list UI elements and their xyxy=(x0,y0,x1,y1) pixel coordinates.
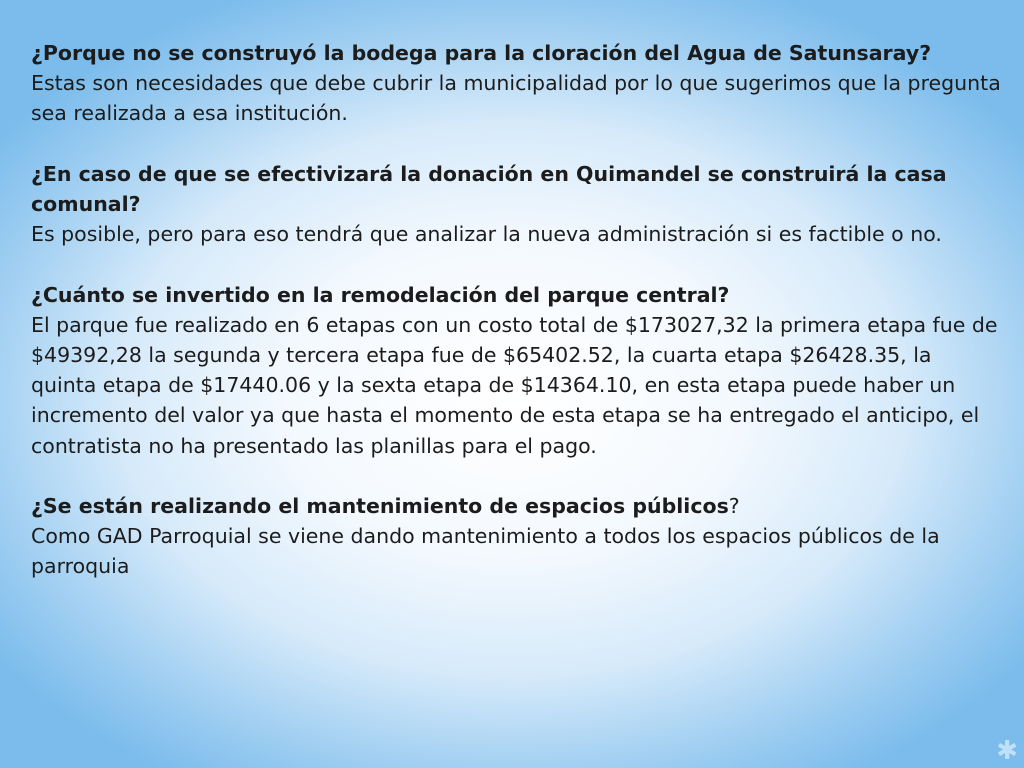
question-text xyxy=(31,491,1001,521)
answer-text: Es posible, pero para eso tendrá que analizar la nueva administración si es factible o no. xyxy=(31,222,942,247)
question-text: ¿Cuánto se invertido en la remodelación del parque central? xyxy=(31,282,730,307)
answer-text: Como GAD Parroquial se viene dando mantenimiento a todos los espacios públicos de la parroquia xyxy=(31,524,940,579)
question-text: ¿En caso de que se efectivizará la donación en Quimandel se construirá la casa comunal? xyxy=(31,161,947,216)
star-icon: ✱ xyxy=(996,736,1018,766)
answer-text: Estas son necesidades que debe cubrir la municipalidad por lo que sugerimos que la pregunta sea realizada a esa institución. xyxy=(31,71,1001,126)
qa-block-casa-comunal xyxy=(31,159,1001,250)
slide-content xyxy=(31,38,1001,612)
question-text: ¿Porque no se construyó la bodega para la cloración del Agua de Satunsaray? xyxy=(31,41,932,65)
qa-block-espacios-publicos xyxy=(31,491,1001,582)
answer-text: El parque fue realizado en 6 etapas con un costo total de $173027,32 la primera etapa fue de $49392,28 la segunda y tercera etapa fue de $65402.52, la cuarta etapa $26428.35, la quinta etapa de $17440.06 y la sexta etapa de $14364.10, en esta etapa puede haber un incremento del valor ya que hasta el momento de esta etapa se ha entregado el anticipo, el contratista no ha presentado las planillas para el pago. xyxy=(31,312,998,458)
question-mark: ? xyxy=(728,494,740,518)
qa-block-parque-central xyxy=(31,280,1001,461)
question-main: ¿Se están realizando el mantenimiento de espacios públicos xyxy=(31,494,729,518)
qa-block-bodega xyxy=(31,38,1001,129)
